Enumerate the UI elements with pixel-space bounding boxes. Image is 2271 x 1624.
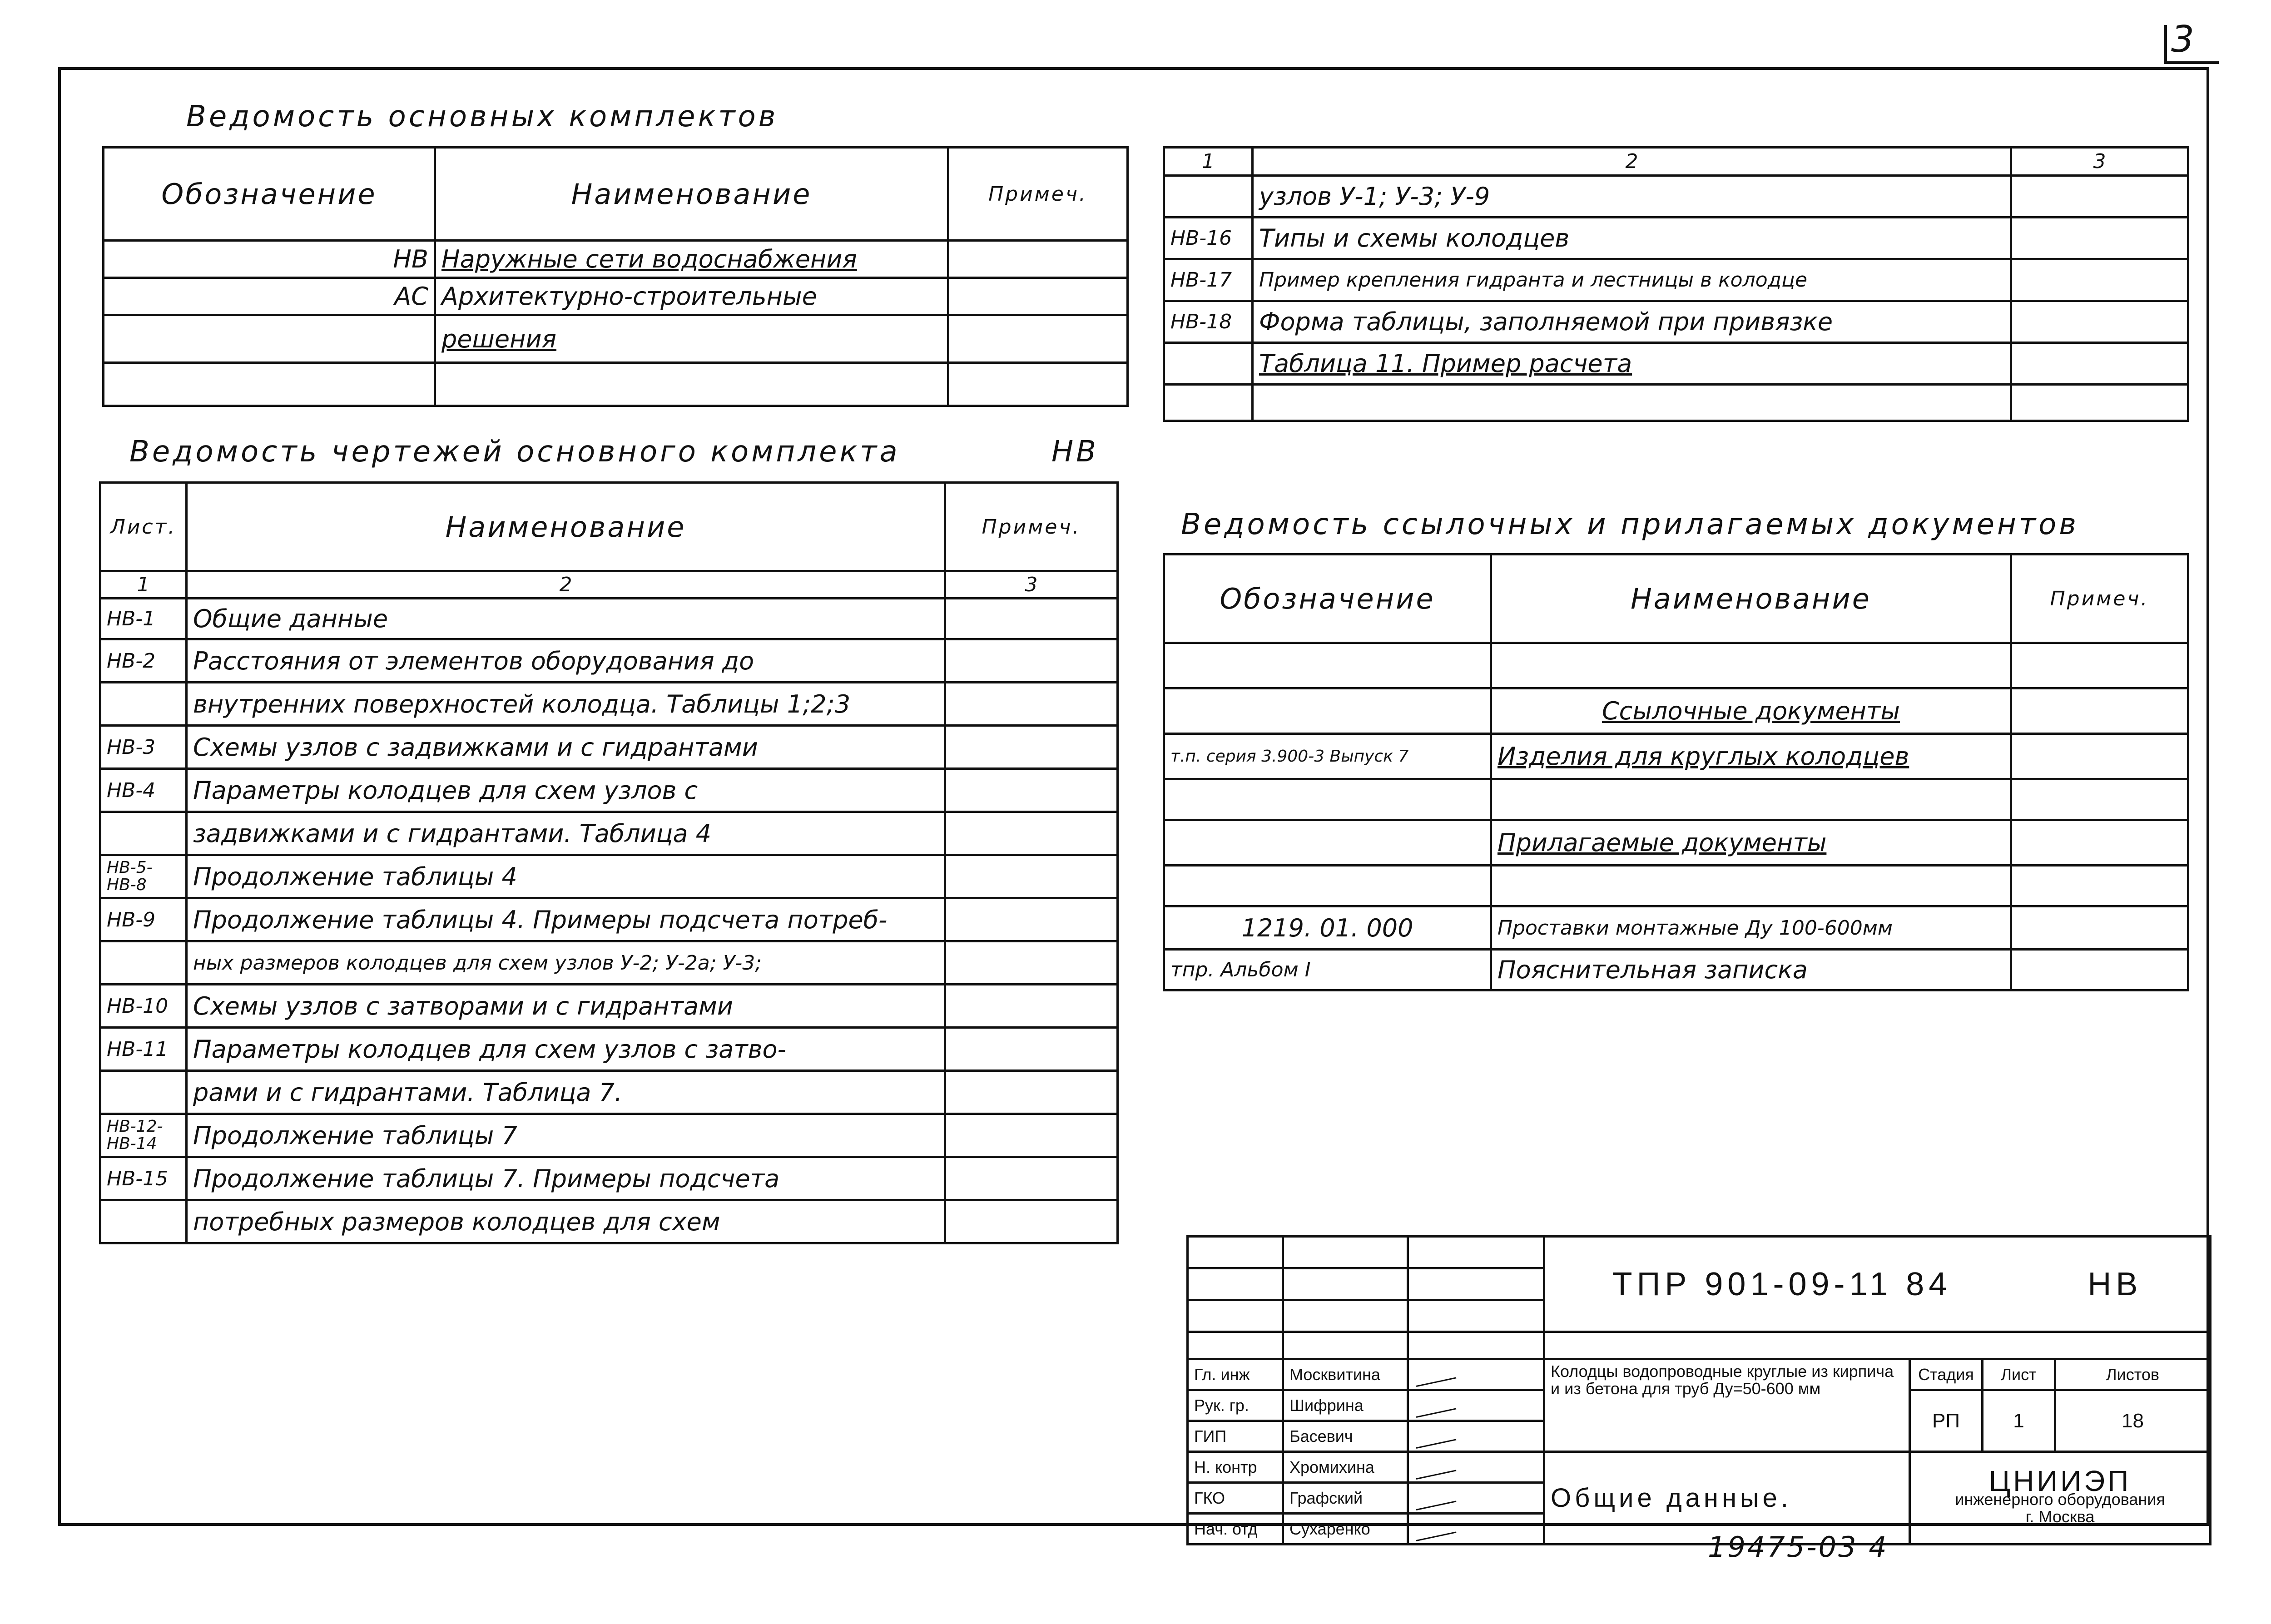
signature bbox=[1408, 1514, 1544, 1545]
reference-name: Изделия для круглых колодцев bbox=[1491, 734, 2011, 779]
sheet-title: Общие данные. bbox=[1544, 1452, 1910, 1545]
org-sub: инженерного оборудования bbox=[1955, 1490, 2165, 1509]
signature bbox=[1408, 1483, 1544, 1514]
drawings-header-sheet: Лист. bbox=[100, 483, 187, 571]
signature bbox=[1408, 1421, 1544, 1452]
drawing-sheet bbox=[100, 1071, 187, 1114]
title-block-table bbox=[1186, 1235, 2211, 1545]
reference-code bbox=[1164, 820, 1491, 866]
person-name: Сухаренко bbox=[1283, 1514, 1408, 1545]
drawing-name: Параметры колодцев для схем узлов с bbox=[187, 769, 945, 812]
drawing-sheet: НВ-18 bbox=[1164, 301, 1253, 343]
drawing-name: Продолжение таблицы 4 bbox=[187, 855, 945, 898]
kits-code: НВ bbox=[104, 241, 435, 278]
drawing-sheet bbox=[100, 1200, 187, 1243]
drawing-name: Продолжение таблицы 7. Примеры подсчета bbox=[187, 1157, 945, 1200]
drawing-sheet: НВ-1 bbox=[100, 599, 187, 639]
drawing-name: ных размеров колодцев для схем узлов У-2; У-2а; У-3; bbox=[187, 941, 945, 985]
archive-number: 19475-03 4 bbox=[1708, 1530, 1889, 1564]
org-city: г. Москва bbox=[2025, 1507, 2095, 1526]
reference-name bbox=[1491, 866, 2011, 906]
drawing-name: Расстояния от элементов оборудования до bbox=[187, 639, 945, 683]
drawing-sheet bbox=[1164, 176, 1253, 218]
drawing-sheet: НВ-11 bbox=[100, 1028, 187, 1071]
reference-name bbox=[1491, 643, 2011, 688]
drawing-name: Типы и схемы колодцев bbox=[1253, 218, 2011, 259]
references-table bbox=[1163, 553, 2189, 991]
kits-code bbox=[104, 363, 435, 406]
person-role: Н. контр bbox=[1188, 1452, 1283, 1483]
drawing-name bbox=[1253, 385, 2011, 421]
drawing-name: Продолжение таблицы 7 bbox=[187, 1114, 945, 1157]
object-title: Колодцы водопроводные круглые из кирпича и из бетона для труб Ду=50-600 мм bbox=[1544, 1359, 1910, 1452]
drawing-sheet bbox=[100, 941, 187, 985]
reference-section: Прилагаемые документы bbox=[1491, 820, 2011, 866]
page-number-mark-base bbox=[2164, 61, 2219, 64]
drawings-title-code: НВ bbox=[1051, 435, 1099, 469]
drawings-table bbox=[99, 481, 1119, 1244]
drawing-name: внутренних поверхностей колодца. Таблицы 1;2;3 bbox=[187, 683, 945, 726]
drawing-sheet bbox=[100, 683, 187, 726]
drawing-name: задвижками и с гидрантами. Таблица 4 bbox=[187, 812, 945, 855]
drawing-sheet bbox=[1164, 343, 1253, 385]
kits-table bbox=[102, 146, 1129, 407]
drawing-sheet: НВ-10 bbox=[100, 985, 187, 1028]
drawing-sheet: НВ-17 bbox=[1164, 259, 1253, 301]
drawing-sheet: НВ-9 bbox=[100, 898, 187, 941]
kits-header-name: Наименование bbox=[435, 148, 948, 241]
drawing-name: Общие данные bbox=[187, 599, 945, 639]
sheet-value: 1 bbox=[1983, 1390, 2055, 1452]
reference-code bbox=[1164, 779, 1491, 820]
reference-code: тпр. Альбом I bbox=[1164, 950, 1491, 990]
kits-code: АС bbox=[104, 278, 435, 315]
reference-code: т.п. серия 3.900-3 Выпуск 7 bbox=[1164, 734, 1491, 779]
reference-name: Пояснительная записка bbox=[1491, 950, 2011, 990]
title-block bbox=[1186, 1235, 2209, 1538]
reference-section: Ссылочные документы bbox=[1491, 688, 2011, 734]
references-title: Ведомость ссылочных и прилагаемых документов bbox=[1181, 508, 2079, 541]
col-number: 1 bbox=[100, 571, 187, 599]
drawing-name: Параметры колодцев для схем узлов с затво- bbox=[187, 1028, 945, 1071]
reference-code: 1219. 01. 000 bbox=[1164, 906, 1491, 950]
person-role: Рук. гр. bbox=[1188, 1390, 1283, 1421]
person-name: Графский bbox=[1283, 1483, 1408, 1514]
references-header-code: Обозначение bbox=[1164, 555, 1491, 643]
page-number: 3 bbox=[2171, 18, 2194, 60]
drawing-name: Схемы узлов с задвижками и с гидрантами bbox=[187, 726, 945, 769]
kits-note bbox=[948, 315, 1128, 363]
person-name: Басевич bbox=[1283, 1421, 1408, 1452]
drawing-name: Продолжение таблицы 4. Примеры подсчета потреб- bbox=[187, 898, 945, 941]
drawing-sheet: НВ-12- НВ-14 bbox=[100, 1114, 187, 1157]
drawing-name: рами и с гидрантами. Таблица 7. bbox=[187, 1071, 945, 1114]
reference-code bbox=[1164, 643, 1491, 688]
signature bbox=[1408, 1452, 1544, 1483]
col-number: 3 bbox=[2011, 148, 2188, 176]
references-header-name: Наименование bbox=[1491, 555, 2011, 643]
kits-name: решения bbox=[435, 315, 948, 363]
person-role: ГИП bbox=[1188, 1421, 1283, 1452]
references-header-note: Примеч. bbox=[2011, 555, 2188, 643]
stage-label: Стадия bbox=[1910, 1359, 1983, 1390]
col-number: 1 bbox=[1164, 148, 1253, 176]
person-name: Москвитина bbox=[1283, 1359, 1408, 1390]
person-role: Гл. инж bbox=[1188, 1359, 1283, 1390]
sheets-label: Листов bbox=[2055, 1359, 2211, 1390]
drawing-sheet bbox=[1164, 385, 1253, 421]
sheets-value: 18 bbox=[2055, 1390, 2211, 1452]
drawing-sheet: НВ-3 bbox=[100, 726, 187, 769]
kits-name: Архитектурно-строительные bbox=[435, 278, 948, 315]
reference-name: Проставки монтажные Ду 100-600мм bbox=[1491, 906, 2011, 950]
person-role: ГКО bbox=[1188, 1483, 1283, 1514]
drawing-sheet: НВ-2 bbox=[100, 639, 187, 683]
continuation-table bbox=[1163, 146, 2189, 422]
kits-name bbox=[435, 363, 948, 406]
reference-name bbox=[1491, 779, 2011, 820]
reference-code bbox=[1164, 866, 1491, 906]
drawing-sheet: НВ-16 bbox=[1164, 218, 1253, 259]
kits-header-note: Примеч. bbox=[948, 148, 1128, 241]
page-number-mark bbox=[2164, 25, 2167, 64]
drawing-name: Схемы узлов с затворами и с гидрантами bbox=[187, 985, 945, 1028]
drawing-name: Таблица 11. Пример расчета bbox=[1253, 343, 2011, 385]
drawings-header-note: Примеч. bbox=[945, 483, 1118, 571]
drawing-name: потребных размеров колодцев для схем bbox=[187, 1200, 945, 1243]
drawing-name: Форма таблицы, заполняемой при привязке bbox=[1253, 301, 2011, 343]
person-name: Шифрина bbox=[1283, 1390, 1408, 1421]
drawing-name: узлов У-1; У-3; У-9 bbox=[1253, 176, 2011, 218]
col-number: 3 bbox=[945, 571, 1118, 599]
drawing-sheet bbox=[100, 812, 187, 855]
drawing-sheet: НВ-15 bbox=[100, 1157, 187, 1200]
drawings-title: Ведомость чертежей основного комплекта bbox=[129, 435, 900, 469]
kits-note bbox=[948, 278, 1128, 315]
kits-header-code: Обозначение bbox=[104, 148, 435, 241]
drawings-header-name: Наименование bbox=[187, 483, 945, 571]
kits-code bbox=[104, 315, 435, 363]
drawing-name: Пример крепления гидранта и лестницы в колодце bbox=[1253, 259, 2011, 301]
reference-code bbox=[1164, 688, 1491, 734]
doc-code: ТПР 901-09-11 84 bbox=[1612, 1266, 1952, 1302]
col-number: 2 bbox=[187, 571, 945, 599]
col-number: 2 bbox=[1253, 148, 2011, 176]
kits-note bbox=[948, 241, 1128, 278]
doc-mark: НВ bbox=[2088, 1266, 2142, 1302]
person-name: Хромихина bbox=[1283, 1452, 1408, 1483]
stage-value: РП bbox=[1910, 1390, 1983, 1452]
drawing-sheet: НВ-4 bbox=[100, 769, 187, 812]
drawing-sheet: НВ-5- НВ-8 bbox=[100, 855, 187, 898]
kits-name: Наружные сети водоснабжения bbox=[435, 241, 948, 278]
person-role: Нач. отд bbox=[1188, 1514, 1283, 1545]
org-name: ЦНИИЭП bbox=[1988, 1464, 2132, 1497]
kits-title: Ведомость основных комплектов bbox=[186, 100, 778, 134]
kits-note bbox=[948, 363, 1128, 406]
sheet-label: Лист bbox=[1983, 1359, 2055, 1390]
signature bbox=[1408, 1390, 1544, 1421]
signature bbox=[1408, 1359, 1544, 1390]
